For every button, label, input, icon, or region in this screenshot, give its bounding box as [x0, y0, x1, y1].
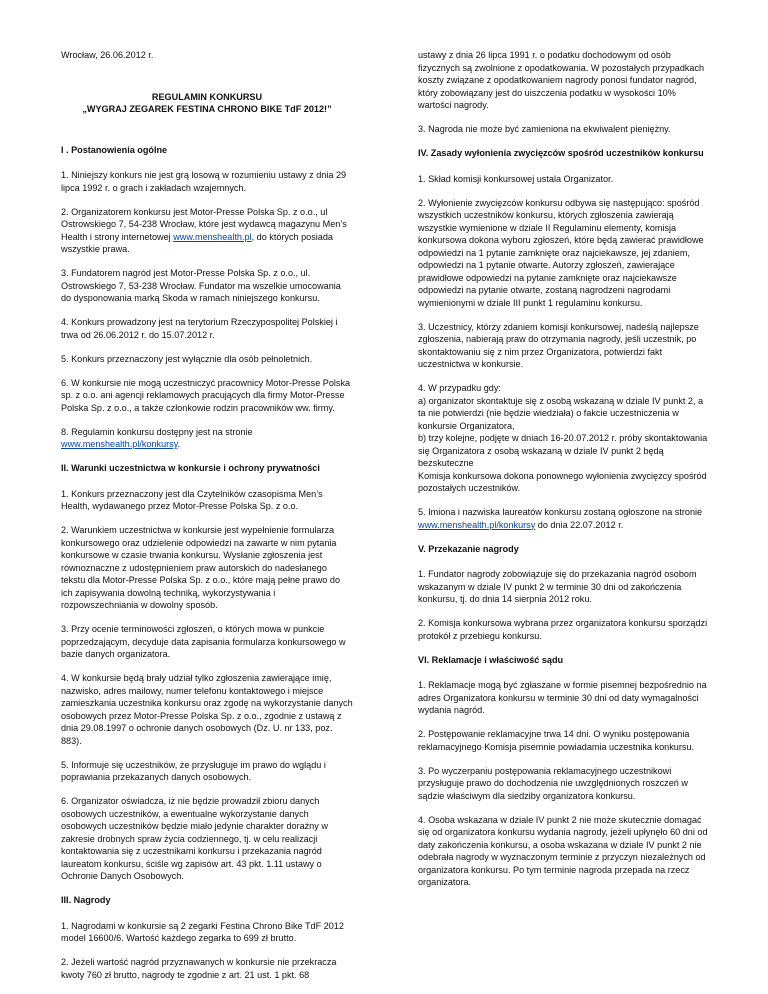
section-5-heading: V. Przekazanie nagrody: [418, 543, 519, 554]
section-4-paragraph-3: 3. Uczestnicy, którzy zdaniem komisji konkursowej, nadeślą najlepsze zgłoszenia, nabierają praw do otrzymania nagrody, jeśli uczestnik, po skontaktowaniu się z nim przez Organizatora, potwierdzi fakt uczestnictwa w konkursie.: [418, 321, 699, 369]
section-1-paragraph-8-tail: .: [177, 439, 181, 449]
section-4-paragraph-2: 2. Wyłonienie zwycięzców konkursu odbywa się następująco: spośród wszystkich uczestników konkursu, których zgłoszenia zawierają wszystkie wymienione w dziale II Regulaminu elementy, komisja konkursowa dokona wyboru zgłoszeń, które będą zawierać prawidłowe odpowiedzi na 1 pytanie zamknięte oraz najciekawsze, jej zdaniem, odpowiedzi na 1 pytanie otwarte. Autorzy zgłoszeń, zawierające prawidłowe odpowiedzi na pytanie zamknięte oraz najciekawsze odpowiedzi na pytanie otwarte, zostaną nagrodzeni nagrodami wymienionymi w dziale III punkt 1 regulaminu konkursu.: [418, 197, 704, 308]
section-3-heading: III. Nagrody: [61, 895, 111, 905]
section-5-paragraph-1: 1. Fundator nagrody zobowiązuje się do przekazania nagród osobom wskazanym w dziale IV punkt 2 w terminie 30 dni od zakończenia konkursu, tj. do dnia 14 sierpnia 2012 roku.: [418, 569, 697, 604]
document-date: Wrocław, 26.06.2012 r.: [61, 50, 154, 60]
left-column: [61, 49, 353, 993]
title-line-1: REGULAMIN KONKURSU: [151, 91, 263, 102]
section-6-paragraph-4: 4. Osoba wskazana w dziale IV punkt 2 nie może skutecznie domagać się od organizatora konkursu wydania nagrody, jeżeli upłynęło 60 dni od daty zakończenia konkursu, a osoba wskazana w dziale IV punkt 2 nie odebrała nagrody w wyznaczonym terminie z przyczyn niezależnych od organizatora konkursu. Po tym terminie nagroda przepada na rzecz organizatora.: [418, 814, 708, 887]
section-5-paragraph-2: 2. Komisja konkursowa wybrana przez organizatora konkursu sporządzi protokół z przebiegu konkursu.: [418, 618, 708, 641]
section-3-paragraph-1: 1. Nagrodami w konkursie są 2 zegarki Festina Chrono Bike TdF 2012 model 16600/6. Wartość każdego zegarka to 699 zł brutto.: [61, 920, 344, 943]
section-3-paragraph-3: 3. Nagroda nie może być zamieniona na ekwiwalent pieniężny.: [418, 124, 671, 134]
section-1-paragraph-3: 3. Fundatorem nagród jest Motor-Presse Polska Sp. z o.o., ul. Ostrowskiego 7, 53-238 Wrocław. Fundator ma wszelkie umocowania do dysponowania marką Skoda w ramach niniejszego konkursu.: [61, 268, 341, 303]
section-1-paragraph-8: [61, 426, 353, 451]
section-4-paragraph-4-line-2: a) organizator skontaktuje się z osobą wskazaną w dziale IV punkt 2, a ta nie potwierdzi (nie będzie wiedziała) o fakcie uczestniczenia w konkursie Organizatora,: [418, 395, 704, 431]
section-4-paragraph-4-line-4: Komisja konkursowa dokona ponownego wyłonienia zwycięzcy spośród pozostałych uczestników.: [418, 470, 707, 493]
section-6-heading: VI. Reklamacje i właściwość sądu: [418, 654, 564, 665]
section-6-paragraph-1: 1. Reklamacje mogą być zgłaszane w formie pisemnej bezpośrednio na adres Organizatora konkursu w terminie 30 dni od daty wymagalności wydania nagród.: [418, 680, 707, 715]
section-1-paragraph-2: [61, 206, 353, 256]
section-1-paragraph-1: 1. Niniejszy konkurs nie jest grą losową w rozumieniu ustawy z dnia 29 lipca 1992 r. o grach i zakładach wzajemnych.: [61, 170, 347, 193]
title-line-2: „WYGRAJ ZEGAREK FESTINA CHRONO BIKE TdF 2012!”: [82, 104, 332, 114]
section-4-paragraph-4-line-1: 4. W przypadku gdy:: [418, 383, 501, 393]
section-4-paragraph-5-text: 5. Imiona i nazwiska laureatów konkursu zostaną ogłoszone na stronie: [418, 507, 703, 517]
section-3-paragraph-2-start: 2. Jeżeli wartość nagród przyznawanych w konkursie nie przekracza kwoty 760 zł brutto, nagrody te zgodnie z art. 21 ust. 1 pkt. 68: [61, 957, 337, 980]
section-6-paragraph-2: 2. Postępowanie reklamacyjne trwa 14 dni. O wyniku postępowania reklamacyjnego Komisja pisemnie powiadamia uczestnika konkursu.: [418, 729, 694, 752]
section-4-paragraph-4: [418, 382, 710, 495]
section-1-paragraph-8-text: 8. Regulamin konkursu dostępny jest na stronie: [61, 426, 253, 437]
section-1-heading: I . Postanowienia ogólne: [61, 144, 168, 155]
section-2-paragraph-5: 5. Informuje się uczestników, że przysługuje im prawo do wglądu i poprawiania przekazanych danych osobowych.: [61, 759, 326, 782]
right-column: [418, 49, 710, 900]
section-1-paragraph-2-text: 2. Organizatorem konkursu jest Motor-Presse Polska Sp. z o.o., ul Ostrowskiego 7, 54-238 Wrocław, które jest wydawcą magazynu Men’s Health i strony internetowej: [61, 206, 347, 242]
section-2-paragraph-2: 2. Warunkiem uczestnictwa w konkursie jest wypełnienie formularza konkursowego oraz udzielenie odpowiedzi na zawarte w nim pytania konkursowe w czasie trwania konkursu. Wysłanie zgłoszenia jest równoznaczne z udostępnieniem praw autorskich do nadesłanego tekstu dla Motor-Presse Polska Sp. z o.o., które mają pełne prawo do ich zapisywania dowolną techniką, wykorzystywania i rozpowszechniania w dowolny sposób.: [61, 525, 341, 610]
section-4-paragraph-1: 1. Skład komisji konkursowej ustala Organizator.: [418, 173, 614, 184]
section-4-paragraph-5-tail: do dnia 22.07.2012 r.: [535, 519, 624, 530]
section-2-paragraph-1: 1. Konkurs przeznaczony jest dla Czytelników czasopisma Men’s Health, wydawanego przez Motor-Presse Polska Sp. z o.o.: [61, 488, 323, 511]
section-4-paragraph-4-line-3: b) trzy kolejne, podjęte w dniach 16-20.07.2012 r. próby skontaktowania się Organizatora z osobą wskazaną w dziale IV punkt 2 będą bezskuteczne: [418, 433, 708, 468]
menshealth-link[interactable]: www.menshealth.pl: [173, 231, 252, 242]
section-4-heading: IV. Zasady wyłonienia zwycięzców spośród uczestników konkursu: [418, 148, 704, 158]
section-2-paragraph-3: 3. Przy ocenie terminowości zgłoszeń, o których mowa w punkcie poprzedzającym, decyduje data zapisania formularza konkursowego w bazie danych organizatora.: [61, 624, 346, 659]
section-1-paragraph-5: 5. Konkurs przeznaczony jest wyłącznie dla osób pełnoletnich.: [61, 353, 313, 364]
konkursy-link[interactable]: www.menshealth.pl/konkursy: [61, 439, 178, 449]
section-2-heading: II. Warunki uczestnictwa w konkursie i ochrony prywatności: [61, 463, 320, 473]
document-title: [61, 91, 353, 116]
section-1-paragraph-6: 6. W konkursie nie mogą uczestniczyć pracownicy Motor-Presse Polska sp. z o.o. ani agencji reklamowych pracujących dla firmy Motor-Presse Polska Sp. z o.o., a także członkowie rodzin pracowników ww. firmy.: [61, 377, 351, 413]
section-1-paragraph-4: 4. Konkurs prowadzony jest na terytorium Rzeczypospolitej Polskiej i trwa od 26.06.2012 r. do 15.07.2012 r.: [61, 317, 338, 340]
section-1-paragraph-2-tail: , do których posiada wszystkie prawa.: [61, 231, 333, 254]
section-4-paragraph-5: [418, 506, 710, 531]
laureates-link[interactable]: www.menshealth.pl/konkursy: [418, 519, 536, 530]
section-6-paragraph-3: 3. Po wyczerpaniu postępowania reklamacyjnego uczestnikowi przysługuje prawo do dochodzenia nie uwzględnionych roszczeń w sądzie właściwym dla siedziby organizatora konkursu.: [418, 765, 688, 801]
section-3-paragraph-2-end: ustawy z dnia 26 lipca 1991 r. o podatku dochodowym od osób fizycznych są zwolnione z opodatkowania. W pozostałych przypadkach koszty związane z opodatkowaniem nagrody ponosi fundator nagród, który zobowiązany jest do uiszczenia podatku w wysokości 10% wartości nagrody.: [418, 50, 705, 110]
section-2-paragraph-6: 6. Organizator oświadcza, iż nie będzie prowadził zbioru danych osobowych uczestników, a ewentualne wykorzystanie danych osobowych uczestników będzie miało jedynie charakter doraźny w zakresie drobnych spraw życia codziennego, tj. w celu realizacji kontaktowania się z uczestnikami konkursu i przekazania nagród laureatom konkursu, ściśle wg zapisów art. 43 pkt. 1.11 ustawy o Ochronie Danych Osobowych.: [61, 796, 328, 881]
section-2-paragraph-4: 4. W konkursie będą brały udział tylko zgłoszenia zawierające imię, nazwisko, adres mailowy, numer telefonu kontaktowego i miejsce zamieszkania uczestnika konkursu oraz zgodę na wykorzystanie danych osobowych przez Motor-Presse Polska Sp. z o.o., zgodnie z ustawą z dnia 29.08.1997 o ochronie danych osobowych (Dz. U. nr 133, poz. 883).: [61, 673, 353, 746]
